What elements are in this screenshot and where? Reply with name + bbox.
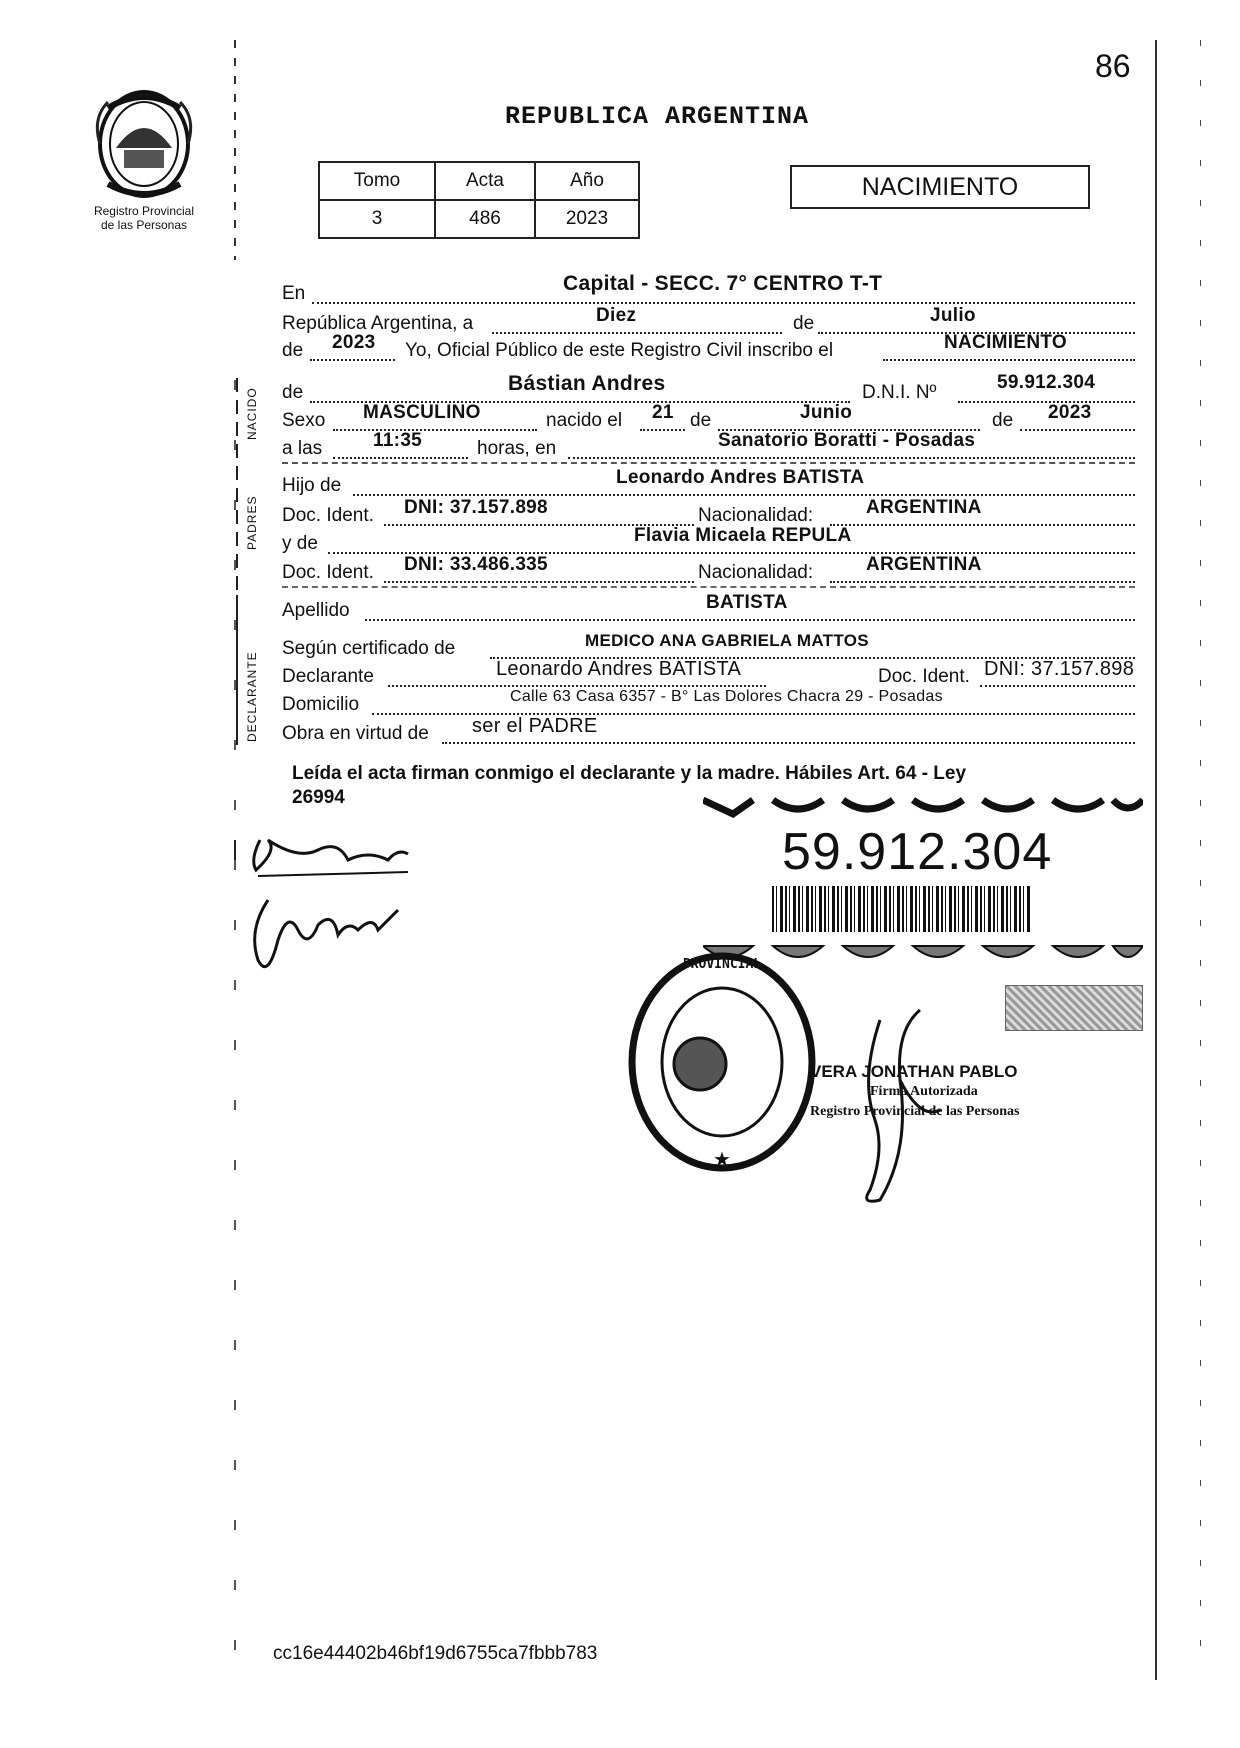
handwritten-signature-icon [238, 820, 428, 980]
label-doc-ident-3: Doc. Ident. [878, 666, 970, 687]
value-anio-registro: 2023 [332, 332, 376, 353]
label-doc-ident-1: Doc. Ident. [282, 505, 374, 526]
official-stamp [622, 946, 822, 1178]
label-de-4: de [690, 410, 712, 431]
svg-text:★: ★ [713, 1149, 731, 1171]
label-declarante: Declarante [282, 666, 374, 687]
dotted-line [980, 685, 1135, 687]
dotted-line [830, 581, 1135, 583]
value-padre: Leonardo Andres BATISTA [616, 467, 865, 488]
dotted-line [958, 401, 1135, 403]
label-de-1: de [793, 313, 815, 334]
left-margin-mark [234, 840, 236, 860]
right-border-line [1200, 40, 1201, 1680]
section-tag-nacido: NACIDO [245, 387, 259, 440]
label-de-3: de [282, 382, 304, 403]
label-yo: Yo, Oficial Público de este Registro Civil inscribo el [405, 340, 834, 361]
dotted-line [388, 685, 766, 687]
value-dia-letras: Diez [596, 305, 637, 326]
table-value-tomo: 3 [319, 200, 435, 238]
dotted-line [353, 494, 1135, 496]
value-padre-doc: DNI: 37.157.898 [404, 497, 548, 518]
closing-line-2: 26994 [292, 787, 345, 808]
logo-caption-line2: de las Personas [100, 218, 188, 232]
security-hologram [1005, 985, 1143, 1031]
province-seal-icon [88, 88, 200, 200]
value-domicilio: Calle 63 Casa 6357 - B° Las Dolores Chacra 29 - Posadas [510, 688, 943, 705]
value-sexo: MASCULINO [363, 402, 481, 423]
section-divider [236, 595, 238, 745]
dotted-line [1020, 429, 1135, 431]
label-en: En [282, 283, 306, 304]
dotted-line [365, 619, 1135, 621]
province-logo [88, 88, 200, 200]
table-value-acta: 486 [435, 200, 535, 238]
dotted-line [830, 524, 1135, 526]
barcode [772, 886, 1030, 932]
record-table [318, 161, 640, 239]
dni-big: 59.912.304 [782, 823, 1053, 881]
label-doc-ident-2: Doc. Ident. [282, 562, 374, 583]
table-header-anio: Año [535, 162, 639, 200]
label-segun: Según certificado de [282, 638, 456, 659]
dotted-line [492, 332, 782, 334]
label-a-las: a las [282, 438, 323, 459]
section-tag-declarante: DECLARANTE [245, 651, 259, 742]
value-inscribo: NACIMIENTO [944, 332, 1067, 353]
dotted-line [883, 359, 1135, 361]
label-dni: D.N.I. Nº [862, 382, 937, 403]
label-nacido-el: nacido el [546, 410, 623, 431]
value-mes-registro: Julio [930, 305, 976, 326]
value-certificado: MEDICO ANA GABRIELA MATTOS [585, 631, 869, 650]
dotted-line [442, 742, 1135, 744]
value-mes-nac: Junio [800, 402, 853, 423]
table-value-anio: 2023 [535, 200, 639, 238]
label-hijo-de: Hijo de [282, 475, 342, 496]
document-hash: cc16e44402b46bf19d6755ca7fbbb783 [273, 1643, 598, 1664]
dotted-line [310, 359, 395, 361]
value-apellido: BATISTA [706, 592, 788, 613]
value-madre-nac: ARGENTINA [866, 554, 982, 575]
official-name: VERA JONATHAN PABLO [810, 1062, 1018, 1081]
doc-type-box: NACIMIENTO [790, 165, 1090, 209]
label-nacionalidad-1: Nacionalidad: [698, 505, 814, 526]
svg-text:PROVINCIAL: PROVINCIAL [682, 957, 762, 972]
security-pattern [703, 796, 1143, 820]
value-dia-nac: 21 [652, 402, 674, 423]
value-lugar: Capital - SECC. 7° CENTRO T-T [563, 272, 883, 295]
dotted-line [282, 462, 1135, 464]
label-apellido: Apellido [282, 600, 350, 621]
table-header-acta: Acta [435, 162, 535, 200]
official-office: Registro Provincial de las Personas [810, 1104, 1020, 1119]
value-obra: ser el PADRE [472, 715, 598, 737]
right-border-line [1155, 40, 1157, 1680]
registry-stamp-icon [622, 946, 822, 1178]
value-hora: 11:35 [373, 430, 423, 451]
dotted-line [333, 429, 537, 431]
dotted-line [640, 429, 685, 431]
label-republica: República Argentina, a [282, 313, 474, 334]
label-de-2: de [282, 340, 304, 361]
label-y-de: y de [282, 533, 318, 554]
dotted-line [282, 586, 1135, 588]
table-header-tomo: Tomo [319, 162, 435, 200]
dotted-line [568, 457, 1135, 459]
value-nombre: Bástian Andres [508, 372, 666, 395]
logo-caption [64, 204, 224, 232]
official-signature [840, 1000, 950, 1210]
dotted-line [333, 457, 468, 459]
page-number: 86 [1095, 48, 1131, 84]
value-anio-nac: 2023 [1048, 402, 1092, 423]
label-obra: Obra en virtud de [282, 723, 429, 744]
official-signature-icon [840, 1000, 950, 1210]
closing-line-1: Leída el acta firman conmigo el declarante y la madre. Hábiles Art. 64 - Ley [292, 763, 967, 784]
logo-caption-line1: Registro Provincial [93, 204, 195, 218]
dotted-line [384, 581, 694, 583]
left-border-line [234, 40, 236, 260]
wave-pattern-icon [703, 796, 1143, 820]
label-domicilio: Domicilio [282, 694, 360, 715]
value-dni: 59.912.304 [997, 372, 1096, 393]
value-madre: Flavia Micaela REPULA [634, 525, 852, 546]
value-lugar-nac: Sanatorio Boratti - Posadas [718, 430, 976, 451]
label-horas-en: horas, en [477, 438, 557, 459]
value-madre-doc: DNI: 33.486.335 [404, 554, 548, 575]
label-sexo: Sexo [282, 410, 326, 431]
country-title: REPUBLICA ARGENTINA [505, 102, 810, 131]
value-declarante-doc: DNI: 37.157.898 [984, 658, 1135, 680]
label-de-5: de [992, 410, 1014, 431]
section-tag-padres: PADRES [245, 495, 259, 550]
value-declarante: Leonardo Andres BATISTA [496, 658, 742, 680]
label-nacionalidad-2: Nacionalidad: [698, 562, 814, 583]
value-padre-nac: ARGENTINA [866, 497, 982, 518]
dotted-line [312, 302, 1135, 304]
official-role: Firma Autorizada [870, 1084, 978, 1099]
declarant-signature [238, 820, 428, 980]
